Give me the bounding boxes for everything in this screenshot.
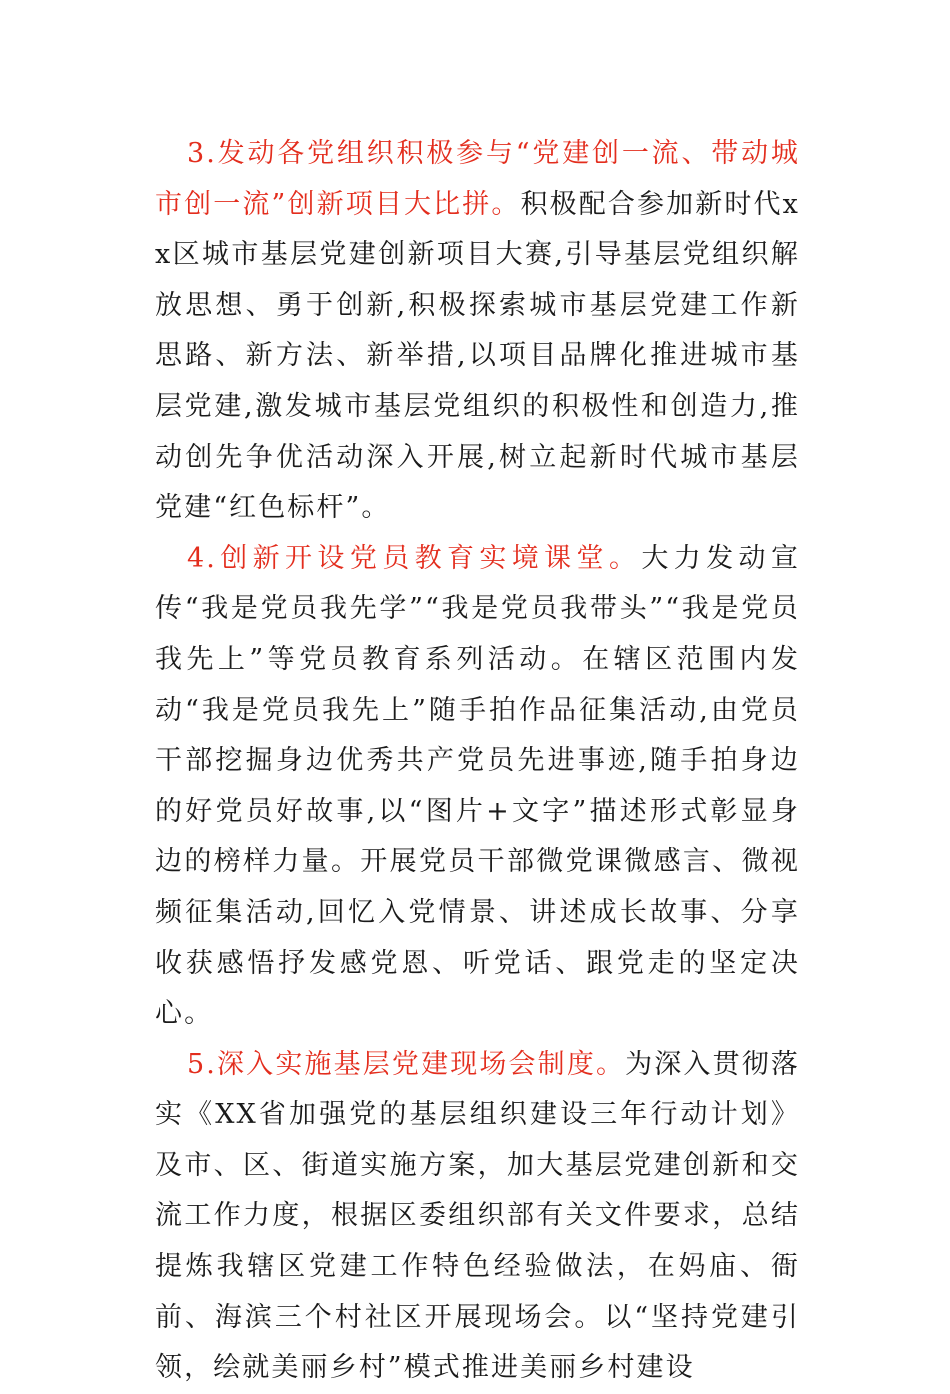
paragraph-5-text: 为深入贯彻落实《XX省加强党的基层组织建设三年行动计划》及市、区、街道实施方案，加大基层党建创新和交流工作力度，根据区委组织部有关文件要求，总结提炼我辖区党建工作特色经验做法，在妈庙、衙前、海滨三个村社区开展现场会。以“坚持党建引领，绘就美丽乡村”模式推进美丽乡村建设 — [155, 1048, 800, 1384]
paragraph-5 — [155, 1040, 800, 1394]
paragraph-4-heading: 4.创新开设党员教育实境课堂。 — [187, 542, 642, 574]
paragraph-5-heading: 5.深入实施基层党建现场会制度。 — [187, 1048, 626, 1080]
paragraph-3-text: 积极配合参加新时代xx区城市基层党建创新项目大赛,引导基层党组织解放思想、勇于创新,积极探索城市基层党建工作新思路、新方法、新举措,以项目品牌化推进城市基层党建,激发城市基层党组织的积极性和创造力,推动创先争优活动深入开展,树立起新时代城市基层党建“红色标杆”。 — [155, 188, 800, 524]
paragraph-3 — [155, 129, 800, 534]
document-body — [155, 129, 800, 1394]
paragraph-3-heading: 3.发动各党组织积极参与“党建创一流、带动城市创一流”创新项目大比拼。 — [155, 138, 800, 220]
paragraph-4-text: 大力发动宣传“我是党员我先学”“我是党员我带头”“我是党员我先上”等党员教育系列活动。在辖区范围内发动“我是党员我先上”随手拍作品征集活动,由党员干部挖掘身边优秀共产党员先进事迹,随手拍身边的好党员好故事,以“图片+文字”描述形式彰显身边的榜样力量。开展党员干部微党课微感言、微视频征集活动,回忆入党情景、讲述成长故事、分享收获感悟抒发感党恩、听党话、跟党走的坚定决心。 — [155, 542, 801, 1030]
paragraph-4 — [155, 534, 800, 1040]
